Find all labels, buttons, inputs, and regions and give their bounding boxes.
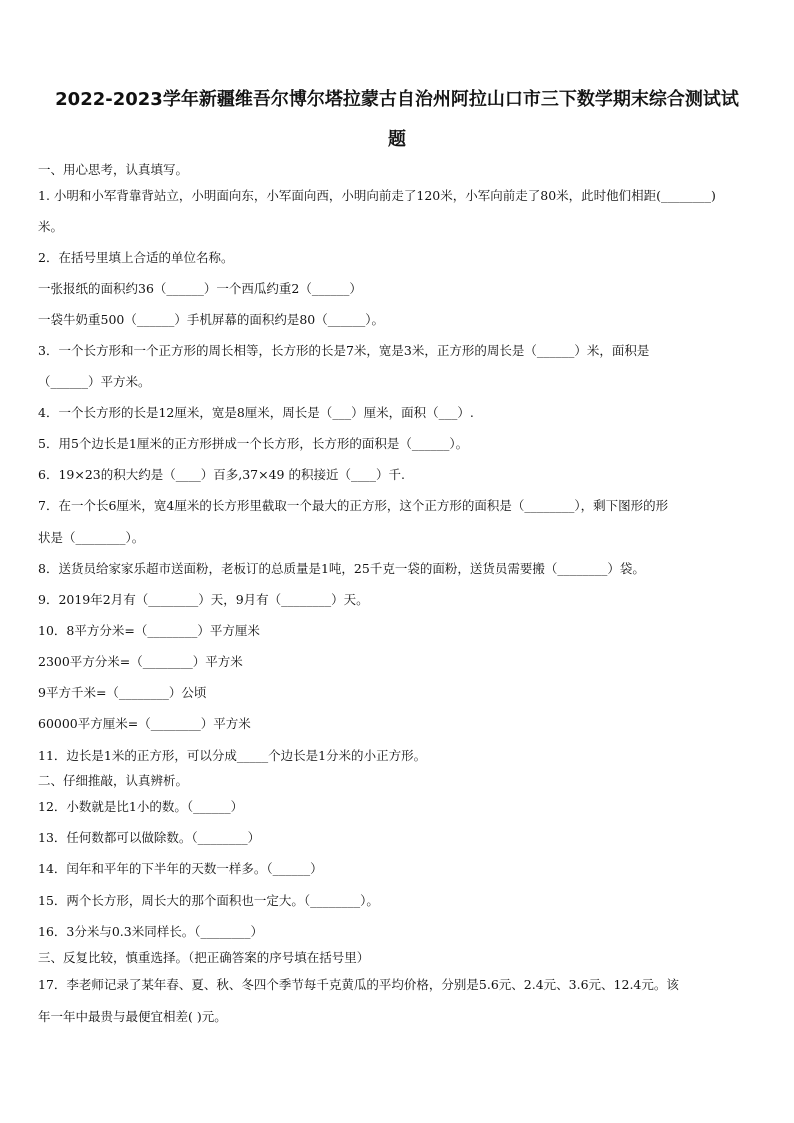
question-3-line-2: （______）平方米。 (38, 374, 151, 389)
question-15: 15．两个长方形，周长大的那个面积也一定大。（________）。 (38, 893, 379, 908)
page-title-line-1: 2022-2023学年新疆维吾尔博尔塔拉蒙古自治州阿拉山口市三下数学期末综合测试试 (55, 89, 739, 110)
question-3-line-1: 3．一个长方形和一个正方形的周长相等，长方形的长是7米，宽是3米，正方形的周长是（______）米，面积是 (38, 343, 650, 358)
question-7-line-1: 7．在一个长6厘米，宽4厘米的长方形里截取一个最大的正方形，这个正方形的面积是（________），剩下图形的形 (38, 498, 669, 513)
question-10-line-2: 2300平方分米=（________）平方米 (38, 654, 243, 669)
question-6: 6．19×23的积大约是（____）百多,37×49 的积接近（____）千. (38, 467, 405, 482)
question-10-line-3: 9平方千米=（________）公顷 (38, 685, 207, 700)
question-2-line-1: 一张报纸的面积约36（______）一个西瓜约重2（______） (38, 281, 362, 296)
question-11: 11．边长是1米的正方形，可以分成_____个边长是1分米的小正方形。 (38, 748, 427, 763)
question-16: 16．3分米与0.3米同样长。（________） (38, 924, 263, 939)
question-7-line-2: 状是（________）。 (38, 530, 145, 545)
question-10-line-4: 60000平方厘米=（________）平方米 (38, 716, 251, 731)
page-title-line-2: 题 (388, 129, 406, 150)
question-10-line-1: 10．8平方分米=（________）平方厘米 (38, 623, 260, 638)
section-heading-2: 二、仔细推敲，认真辨析。 (38, 773, 189, 788)
question-13: 13．任何数都可以做除数。（________） (38, 830, 261, 845)
question-5: 5．用5个边长是1厘米的正方形拼成一个长方形，长方形的面积是（______）。 (38, 436, 469, 451)
question-17-line-1: 17．李老师记录了某年春、夏、秋、冬四个季节每千克黄瓜的平均价格，分别是5.6元、2.4元、3.6元、12.4元。该 (38, 977, 679, 992)
question-8: 8．送货员给家家乐超市送面粉，老板订的总质量是1吨，25千克一袋的面粉，送货员需要搬（________）袋。 (38, 561, 645, 576)
section-heading-3: 三、反复比较，慎重选择。（把正确答案的序号填在括号里） (38, 950, 370, 965)
question-2-intro: 2．在括号里填上合适的单位名称。 (38, 250, 234, 265)
question-12: 12．小数就是比1小的数。（______） (38, 799, 244, 814)
question-1-line-2: 米。 (38, 219, 64, 234)
section-heading-1: 一、用心思考，认真填写。 (38, 162, 189, 177)
question-17-line-2: 年一年中最贵与最便宜相差( )元。 (38, 1009, 227, 1024)
question-9: 9．2019年2月有（________）天，9月有（________）天。 (38, 592, 369, 607)
question-4: 4．一个长方形的长是12厘米，宽是8厘米，周长是（___）厘米，面积（___）. (38, 405, 474, 420)
question-1-line-1: 1. 小明和小军背靠背站立，小明面向东，小军面向西，小明向前走了120米，小军向前走了80米，此时他们相距(________) (38, 188, 716, 203)
question-2-line-2: 一袋牛奶重500（______）手机屏幕的面积约是80（______）。 (38, 312, 385, 327)
question-14: 14．闰年和平年的下半年的天数一样多。（______） (38, 861, 323, 876)
